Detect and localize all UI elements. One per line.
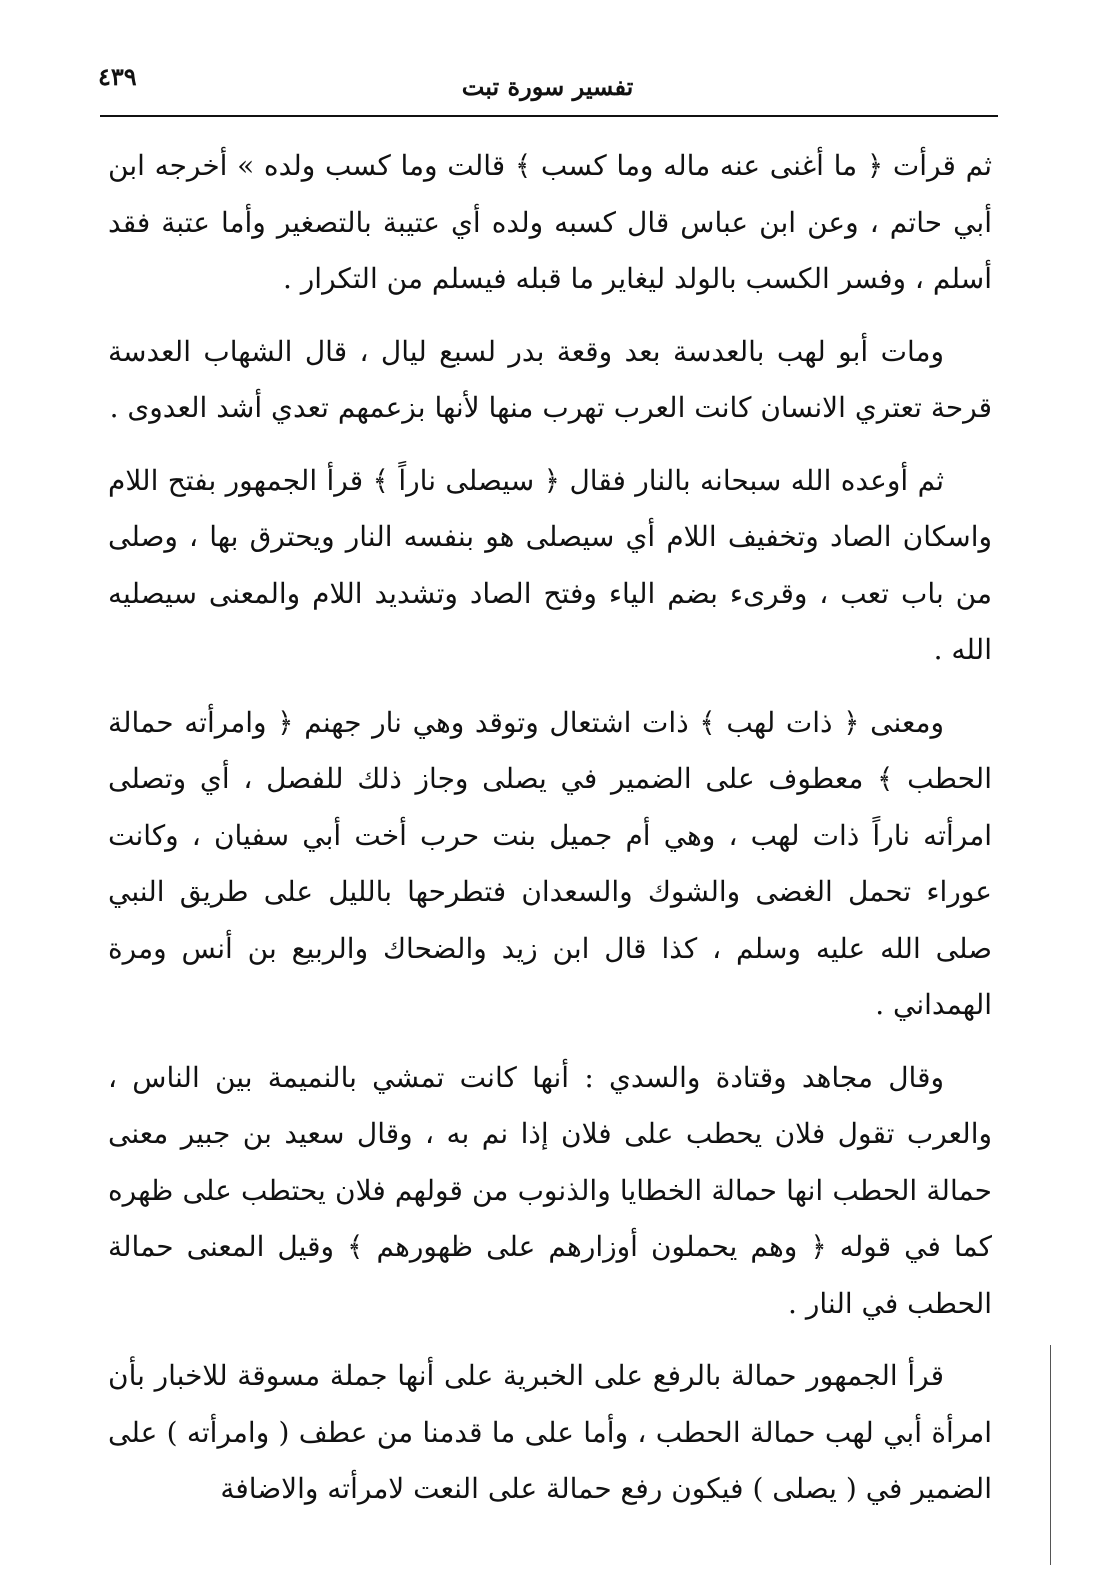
page-body [108,138,992,1534]
header-rule [100,115,998,117]
paragraph: قرأ الجمهور حمالة بالرفع على الخبرية على أنها جملة مسوقة للاخبار بأن امرأة أبي لهب حمالة الحطب ، وأما على ما قدمنا من عطف ( وامرأته ) على الضمير في ( يصلى ) فيكون رفع حمالة على النعت لامرأته والاضافة [108,1359,992,1505]
scan-edge-line [1050,1345,1051,1565]
paragraph: ثم أوعده الله سبحانه بالنار فقال ﴿ سيصلى ناراً ﴾ قرأ الجمهور بفتح اللام واسكان الصاد وتخفيف اللام أي سيصلى هو بنفسه النار ويحترق بها ، وصلى من باب تعب ، وقرىء بضم الياء وفتح الصاد وتشديد اللام والمعنى سيصليه الله . [108,463,992,666]
page-header [100,62,995,106]
paragraph: وقال مجاهد وقتادة والسدي : أنها كانت تمشي بالنميمة بين الناس ، والعرب تقول فلان يحطب على فلان إذا نم به ، وقال سعيد بن جبير معنى حمالة الحطب انها حمالة الخطايا والذنوب من قولهم فلان يحتطب على ظهره كما في قوله ﴿ وهم يحملون أوزارهم على ظهورهم ﴾ وقيل المعنى حمالة الحطب في النار . [108,1060,992,1320]
paragraph: ومات أبو لهب بالعدسة بعد وقعة بدر لسبع ليال ، قال الشهاب العدسة قرحة تعتري الانسان كانت العرب تهرب منها لأنها بزعمهم تعدي أشد العدوى . [108,334,992,424]
paragraph: ثم قرأت ﴿ ما أغنى عنه ماله وما كسب ﴾ قالت وما كسب ولده » أخرجه ابن أبي حاتم ، وعن ابن عباس قال كسبه ولده أي عتيبة بالتصغير وأما عتبة فقد أسلم ، وفسر الكسب بالولد ليغاير ما قبله فيسلم من التكرار . [108,149,992,295]
page-number: ٤٣٩ [98,62,137,91]
paragraph: ومعنى ﴿ ذات لهب ﴾ ذات اشتعال وتوقد وهي نار جهنم ﴿ وامرأته حمالة الحطب ﴾ معطوف على الضمير في يصلى وجاز ذلك للفصل ، أي وتصلى امرأته ناراً ذات لهب ، وهي أم جميل بنت حرب أخت أبي سفيان ، وكانت عوراء تحمل الغضى والشوك والسعدان فتطرحها بالليل على طريق النبي صلى الله عليه وسلم ، كذا قال ابن زيد والضحاك والربيع بن أنس ومرة الهمداني . [108,705,992,1021]
running-title: تفسير سورة تبت [461,72,634,101]
